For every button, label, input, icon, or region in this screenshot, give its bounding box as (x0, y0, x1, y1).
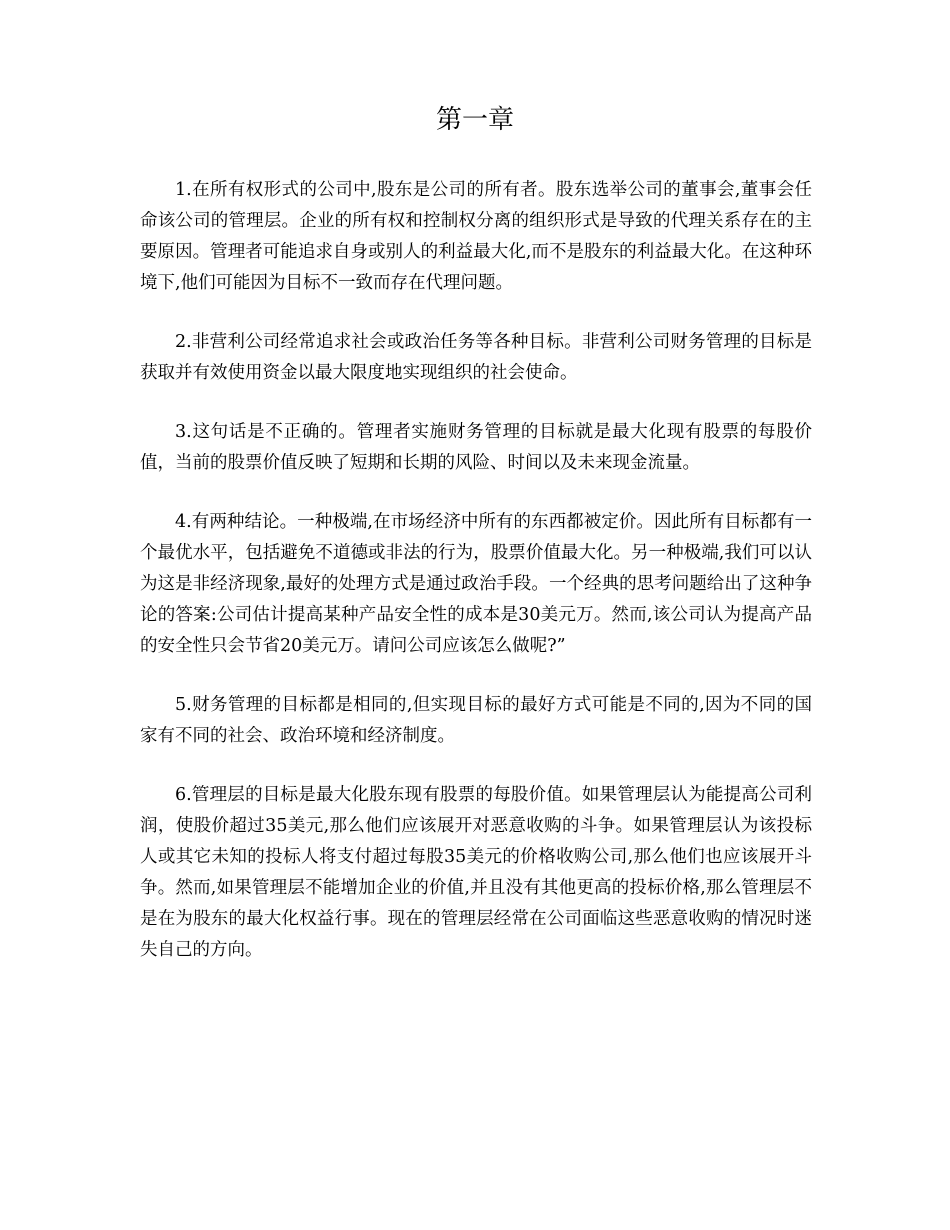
paragraph-6: 6.管理层的目标是最大化股东现有股票的每股价值。如果管理层认为能提高公司利润，使股价超过35美元,那么他们应该展开对恶意收购的斗争。如果管理层认为该投标人或其它未知的投标人将支付超过每股35美元的价格收购公司,那么他们也应该展开斗争。然而,如果管理层不能增加企业的价值,并且没有其他更高的投标价格,那么管理层不是在为股东的最大化权益行事。现在的管理层经常在公司面临这些恶意收购的情况时迷失自己的方向。 (140, 785, 812, 960)
paragraph-3: 3.这句话是不正确的。管理者实施财务管理的目标就是最大化现有股票的每股价值，当前的股票价值反映了短期和长期的风险、时间以及未来现金流量。 (140, 422, 812, 473)
chapter-title: 第一章 (435, 105, 514, 135)
paragraph-2: 2.非营利公司经常追求社会或政治任务等各种目标。非营利公司财务管理的目标是获取并有效使用资金以最大限度地实现组织的社会使命。 (140, 332, 812, 383)
paragraph-1: 1.在所有权形式的公司中,股东是公司的所有者。股东选举公司的董事会,董事会任命该公司的管理层。企业的所有权和控制权分离的组织形式是导致的代理关系存在的主要原因。管理者可能追求自身或别人的利益最大化,而不是股东的利益最大化。在这种环境下,他们可能因为目标不一致而存在代理问题。 (140, 180, 812, 293)
paragraph-5: 5.财务管理的目标都是相同的,但实现目标的最好方式可能是不同的,因为不同的国家有不同的社会、政治环境和经济制度。 (140, 695, 812, 746)
paragraph-4: 4.有两种结论。一种极端,在市场经济中所有的东西都被定价。因此所有目标都有一个最优水平，包括避免不道德或非法的行为，股票价值最大化。另一种极端,我们可以认为这是非经济现象,最好的处理方式是通过政治手段。一个经典的思考问题给出了这种争论的答案:公司估计提高某种产品安全性的成本是30美元万。然而,该公司认为提高产品的安全性只会节省20美元万。请问公司应该怎么做呢?” (140, 512, 812, 656)
document-body (140, 175, 812, 994)
